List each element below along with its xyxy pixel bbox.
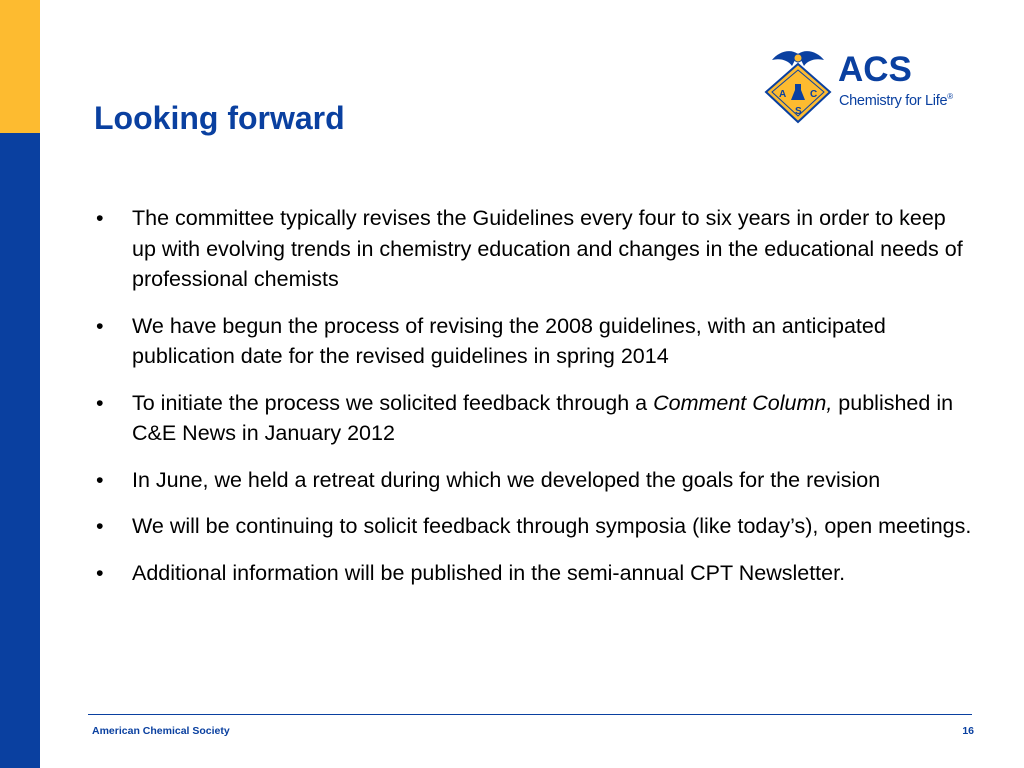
bullet-item xyxy=(94,511,974,542)
bullet-text: Additional information will be published in the semi-annual CPT Newsletter. xyxy=(132,560,846,585)
bullet-text: The committee typically revises the Guidelines every four to six years in order to keep up with evolving trends in chemistry education and changes in the educational needs of professional chemists xyxy=(132,206,963,291)
logo-acs-text: ACS xyxy=(838,50,912,89)
bullet-text: We will be continuing to solicit feedback through symposia (like today’s), open meetings. xyxy=(132,514,972,538)
acs-seal-icon xyxy=(760,48,836,126)
seal-letter-a: A xyxy=(779,89,787,100)
bullet-dot: • xyxy=(96,206,104,230)
slide-title: Looking forward xyxy=(94,100,345,136)
logo-tagline-text: Chemistry for Life xyxy=(839,92,948,109)
bullet-dot: • xyxy=(96,514,104,538)
acs-logo xyxy=(760,46,975,126)
seal-letter-s: S xyxy=(795,106,802,117)
bullet-text-italic: Comment Column, xyxy=(653,390,833,415)
bullet-dot: • xyxy=(96,560,104,585)
bullet-text-after: published in C&E News in January 2012 xyxy=(132,390,954,445)
bullet-dot: • xyxy=(96,467,104,492)
bullet-item xyxy=(94,465,974,496)
bullet-item xyxy=(94,558,974,589)
logo-tagline xyxy=(839,92,953,109)
bullet-item xyxy=(94,388,974,449)
bullet-dot: • xyxy=(96,313,104,338)
footer-organization: American Chemical Society xyxy=(92,725,230,737)
footer-divider xyxy=(88,714,972,715)
seal-letter-c: C xyxy=(810,89,818,100)
sidebar-accent-gold xyxy=(0,0,40,133)
bullet-item xyxy=(94,311,974,372)
bullet-text: We have begun the process of revising the 2008 guidelines, with an anticipated publication date for the revised guidelines in spring 2014 xyxy=(132,313,886,368)
bullet-list xyxy=(94,203,974,604)
bullet-text-before: To initiate the process we solicited feedback through a xyxy=(132,390,654,415)
page-number: 16 xyxy=(962,725,974,737)
sidebar-accent-blue xyxy=(0,133,40,768)
bullet-item xyxy=(94,203,974,295)
bullet-dot: • xyxy=(96,390,104,415)
registered-mark: ® xyxy=(947,92,953,101)
bullet-text: In June, we held a retreat during which we developed the goals for the revision xyxy=(132,467,881,492)
